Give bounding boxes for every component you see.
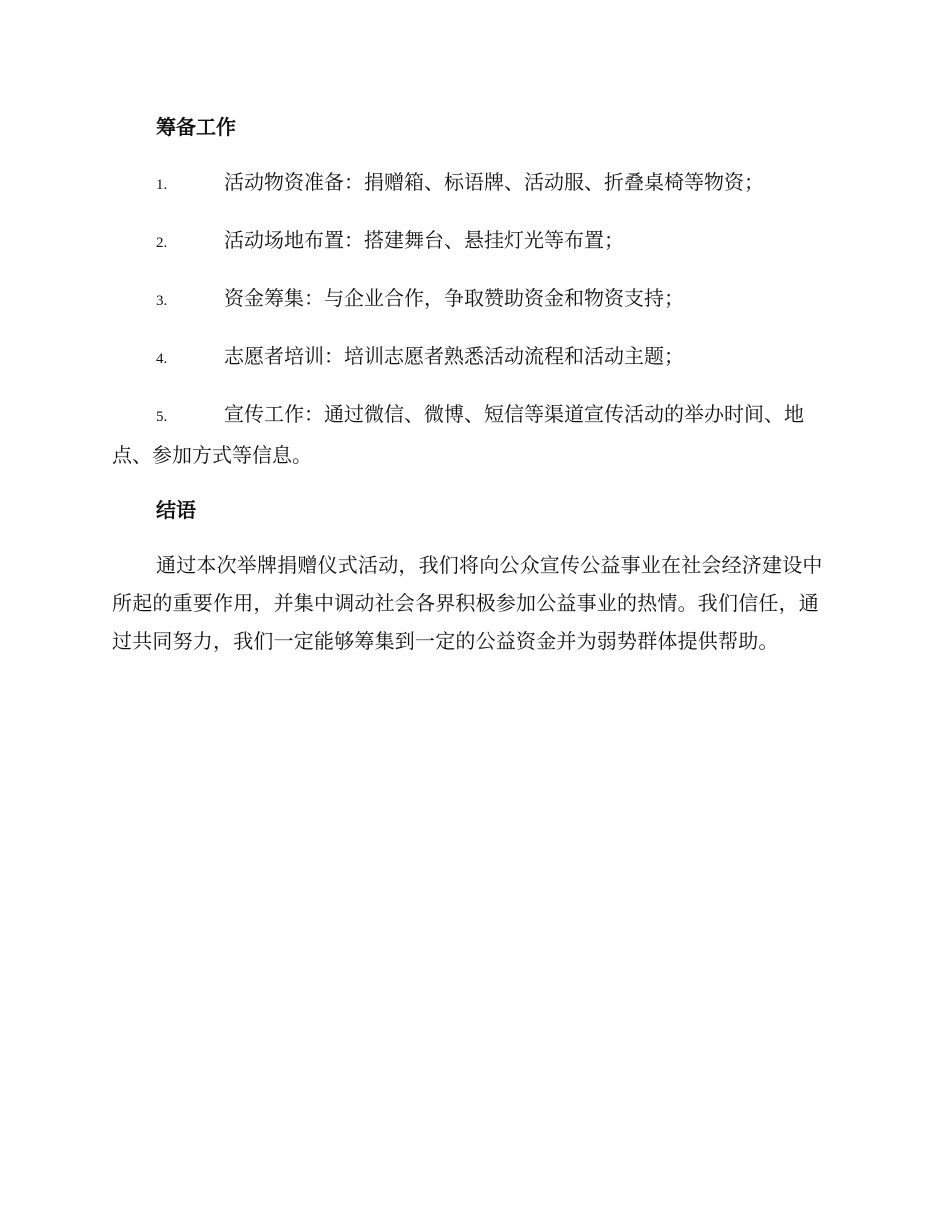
list-item — [112, 163, 832, 204]
list-item — [112, 279, 832, 320]
list-number: 2. — [156, 235, 168, 251]
list-item — [112, 395, 832, 474]
list-item-text: 宣传工作：通过微信、微博、短信等渠道宣传活动的举办时间、地点、参加方式等信息。 — [112, 402, 804, 467]
list-number: 1. — [156, 177, 168, 193]
list-item-text: 活动物资准备：捐赠箱、标语牌、活动服、折叠桌椅等物资； — [224, 170, 764, 194]
document-content — [112, 108, 832, 660]
list-item-text: 资金筹集：与企业合作，争取赞助资金和物资支持； — [224, 286, 684, 310]
list-item-text: 活动场地布置：搭建舞台、悬挂灯光等布置； — [224, 228, 624, 252]
list-number: 3. — [156, 293, 168, 309]
list-number: 4. — [156, 351, 168, 367]
list-item-text: 志愿者培训：培训志愿者熟悉活动流程和活动主题； — [224, 344, 684, 368]
conclusion-paragraph: 通过本次举牌捐赠仪式活动，我们将向公众宣传公益事业在社会经济建设中所起的重要作用，并集中调动社会各界积极参加公益事业的热情。我们信任，通过共同努力，我们一定能够筹集到一定的公益资金并为弱势群体提供帮助。 — [112, 553, 823, 653]
section-heading-preparation: 筹备工作 — [156, 115, 236, 139]
list-item — [112, 337, 832, 378]
list-number: 5. — [156, 409, 168, 425]
section-heading-conclusion: 结语 — [156, 498, 196, 522]
list-item — [112, 221, 832, 262]
